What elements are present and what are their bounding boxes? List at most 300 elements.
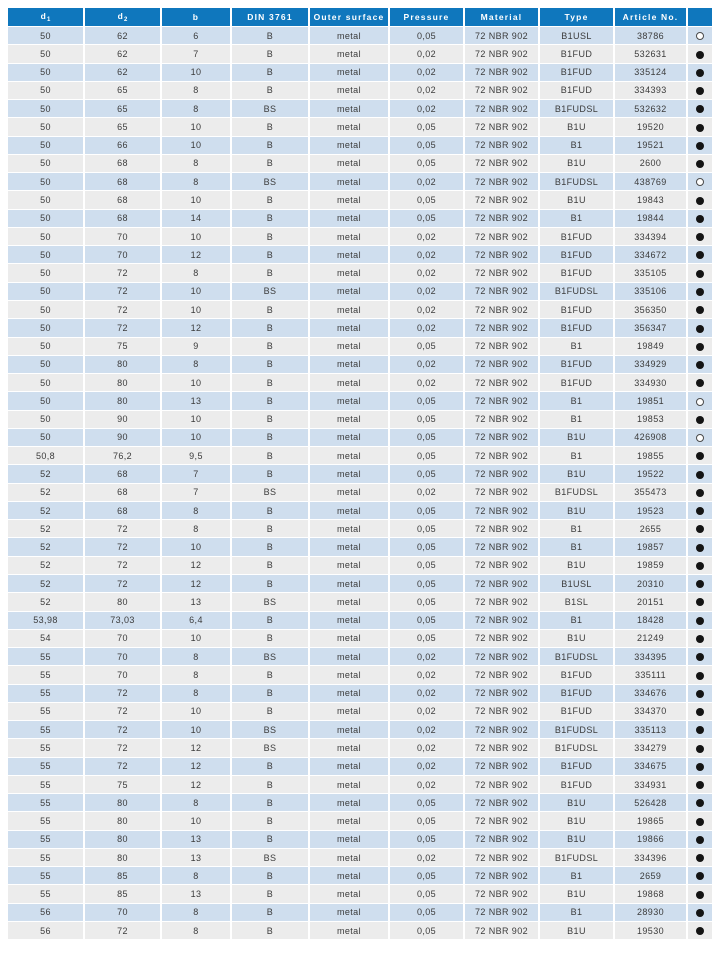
cell-type: B1U xyxy=(540,191,615,209)
cell-material: 72 NBR 902 xyxy=(465,27,540,45)
filled-dot-icon xyxy=(696,909,704,917)
table-row xyxy=(8,64,712,82)
cell-d2: 62 xyxy=(85,45,162,63)
filled-dot-icon xyxy=(696,726,704,734)
cell-b: 12 xyxy=(162,758,232,776)
cell-material: 72 NBR 902 xyxy=(465,831,540,849)
cell-b: 12 xyxy=(162,776,232,794)
cell-type: B1FUD xyxy=(540,374,615,392)
cell-b: 10 xyxy=(162,64,232,82)
cell-outer_surface: metal xyxy=(310,484,390,502)
cell-b: 8 xyxy=(162,82,232,100)
cell-article_no: 334279 xyxy=(615,739,688,757)
cell-availability xyxy=(688,849,712,867)
filled-dot-icon xyxy=(696,580,704,588)
cell-din: BS xyxy=(232,849,310,867)
cell-d2: 73,03 xyxy=(85,612,162,630)
cell-type: B1FUD xyxy=(540,246,615,264)
table-row xyxy=(8,502,712,520)
cell-outer_surface: metal xyxy=(310,283,390,301)
cell-outer_surface: metal xyxy=(310,100,390,118)
filled-dot-icon xyxy=(696,799,704,807)
cell-d2: 70 xyxy=(85,246,162,264)
cell-material: 72 NBR 902 xyxy=(465,557,540,575)
cell-availability xyxy=(688,338,712,356)
cell-pressure: 0,05 xyxy=(390,118,465,136)
filled-dot-icon xyxy=(696,872,704,880)
cell-din: B xyxy=(232,264,310,282)
cell-article_no: 334396 xyxy=(615,849,688,867)
cell-outer_surface: metal xyxy=(310,246,390,264)
filled-dot-icon xyxy=(696,251,704,259)
cell-material: 72 NBR 902 xyxy=(465,630,540,648)
cell-d1: 55 xyxy=(8,648,85,666)
cell-pressure: 0,05 xyxy=(390,831,465,849)
cell-b: 10 xyxy=(162,429,232,447)
cell-d1: 50 xyxy=(8,155,85,173)
cell-material: 72 NBR 902 xyxy=(465,283,540,301)
cell-d1: 50 xyxy=(8,264,85,282)
cell-din: B xyxy=(232,557,310,575)
cell-d2: 70 xyxy=(85,904,162,922)
open-dot-icon xyxy=(696,32,704,40)
cell-pressure: 0,05 xyxy=(390,593,465,611)
cell-article_no: 334393 xyxy=(615,82,688,100)
cell-availability xyxy=(688,721,712,739)
filled-dot-icon xyxy=(696,306,704,314)
cell-type: B1 xyxy=(540,520,615,538)
cell-material: 72 NBR 902 xyxy=(465,776,540,794)
cell-d1: 50 xyxy=(8,392,85,410)
table-row xyxy=(8,904,712,922)
cell-article_no: 438769 xyxy=(615,173,688,191)
cell-pressure: 0,05 xyxy=(390,520,465,538)
cell-type: B1FUDSL xyxy=(540,484,615,502)
cell-outer_surface: metal xyxy=(310,630,390,648)
cell-pressure: 0,02 xyxy=(390,228,465,246)
cell-material: 72 NBR 902 xyxy=(465,703,540,721)
cell-b: 10 xyxy=(162,118,232,136)
seal-spec-table xyxy=(8,8,712,940)
cell-type: B1 xyxy=(540,867,615,885)
cell-material: 72 NBR 902 xyxy=(465,520,540,538)
cell-b: 7 xyxy=(162,484,232,502)
cell-din: B xyxy=(232,812,310,830)
cell-din: B xyxy=(232,520,310,538)
filled-dot-icon xyxy=(696,763,704,771)
filled-dot-icon xyxy=(696,653,704,661)
cell-article_no: 19859 xyxy=(615,557,688,575)
cell-outer_surface: metal xyxy=(310,228,390,246)
cell-d2: 80 xyxy=(85,374,162,392)
cell-type: B1FUD xyxy=(540,758,615,776)
cell-outer_surface: metal xyxy=(310,118,390,136)
cell-d1: 50 xyxy=(8,356,85,374)
cell-pressure: 0,02 xyxy=(390,319,465,337)
cell-material: 72 NBR 902 xyxy=(465,812,540,830)
table-row xyxy=(8,794,712,812)
cell-availability xyxy=(688,612,712,630)
cell-availability xyxy=(688,520,712,538)
cell-article_no: 334394 xyxy=(615,228,688,246)
cell-d1: 52 xyxy=(8,520,85,538)
cell-availability xyxy=(688,210,712,228)
cell-pressure: 0,05 xyxy=(390,465,465,483)
filled-dot-icon xyxy=(696,215,704,223)
cell-d1: 52 xyxy=(8,575,85,593)
cell-outer_surface: metal xyxy=(310,392,390,410)
cell-pressure: 0,02 xyxy=(390,721,465,739)
cell-type: B1 xyxy=(540,411,615,429)
cell-availability xyxy=(688,685,712,703)
cell-type: B1U xyxy=(540,630,615,648)
cell-b: 10 xyxy=(162,703,232,721)
cell-din: B xyxy=(232,64,310,82)
cell-d2: 65 xyxy=(85,82,162,100)
cell-article_no: 38786 xyxy=(615,27,688,45)
cell-type: B1FUD xyxy=(540,356,615,374)
cell-din: B xyxy=(232,666,310,684)
table-row xyxy=(8,210,712,228)
table-row xyxy=(8,45,712,63)
cell-pressure: 0,05 xyxy=(390,922,465,940)
filled-dot-icon xyxy=(696,635,704,643)
cell-availability xyxy=(688,411,712,429)
cell-availability xyxy=(688,246,712,264)
cell-material: 72 NBR 902 xyxy=(465,721,540,739)
cell-d2: 68 xyxy=(85,191,162,209)
cell-d2: 68 xyxy=(85,210,162,228)
cell-din: B xyxy=(232,922,310,940)
cell-d1: 55 xyxy=(8,794,85,812)
cell-d1: 55 xyxy=(8,885,85,903)
cell-pressure: 0,02 xyxy=(390,648,465,666)
cell-availability xyxy=(688,137,712,155)
cell-d2: 65 xyxy=(85,118,162,136)
cell-d1: 50 xyxy=(8,118,85,136)
cell-pressure: 0,02 xyxy=(390,301,465,319)
table-row xyxy=(8,392,712,410)
table-row xyxy=(8,246,712,264)
table-row xyxy=(8,319,712,337)
cell-type: B1FUDSL xyxy=(540,283,615,301)
cell-availability xyxy=(688,264,712,282)
cell-type: B1FUD xyxy=(540,703,615,721)
cell-b: 8 xyxy=(162,666,232,684)
cell-b: 8 xyxy=(162,100,232,118)
filled-dot-icon xyxy=(696,690,704,698)
cell-d1: 50 xyxy=(8,338,85,356)
cell-pressure: 0,05 xyxy=(390,904,465,922)
cell-b: 8 xyxy=(162,155,232,173)
filled-dot-icon xyxy=(696,142,704,150)
cell-d1: 50 xyxy=(8,246,85,264)
cell-pressure: 0,02 xyxy=(390,776,465,794)
cell-type: B1FUD xyxy=(540,264,615,282)
cell-d1: 50,8 xyxy=(8,447,85,465)
cell-type: B1FUD xyxy=(540,45,615,63)
cell-d2: 85 xyxy=(85,885,162,903)
filled-dot-icon xyxy=(696,525,704,533)
cell-material: 72 NBR 902 xyxy=(465,885,540,903)
cell-pressure: 0,02 xyxy=(390,703,465,721)
filled-dot-icon xyxy=(696,343,704,351)
cell-article_no: 20151 xyxy=(615,593,688,611)
cell-outer_surface: metal xyxy=(310,264,390,282)
cell-type: B1 xyxy=(540,447,615,465)
col-header-outer-surface: Outer surface xyxy=(310,8,390,27)
cell-pressure: 0,05 xyxy=(390,392,465,410)
cell-d1: 52 xyxy=(8,557,85,575)
cell-d1: 53,98 xyxy=(8,612,85,630)
col-header-b: b xyxy=(162,8,232,27)
cell-d2: 72 xyxy=(85,739,162,757)
cell-type: B1FUD xyxy=(540,685,615,703)
cell-d1: 55 xyxy=(8,721,85,739)
table-body xyxy=(8,27,712,940)
cell-din: B xyxy=(232,429,310,447)
table-row xyxy=(8,411,712,429)
cell-availability xyxy=(688,484,712,502)
cell-type: B1U xyxy=(540,794,615,812)
cell-material: 72 NBR 902 xyxy=(465,191,540,209)
cell-material: 72 NBR 902 xyxy=(465,173,540,191)
cell-type: B1 xyxy=(540,137,615,155)
cell-pressure: 0,05 xyxy=(390,210,465,228)
table-row xyxy=(8,137,712,155)
table-row xyxy=(8,155,712,173)
cell-type: B1U xyxy=(540,502,615,520)
cell-availability xyxy=(688,776,712,794)
cell-type: B1FUDSL xyxy=(540,173,615,191)
cell-b: 13 xyxy=(162,885,232,903)
cell-b: 12 xyxy=(162,575,232,593)
cell-d1: 50 xyxy=(8,27,85,45)
cell-din: B xyxy=(232,794,310,812)
cell-din: B xyxy=(232,82,310,100)
cell-d1: 50 xyxy=(8,374,85,392)
cell-pressure: 0,02 xyxy=(390,173,465,191)
cell-material: 72 NBR 902 xyxy=(465,502,540,520)
cell-b: 13 xyxy=(162,392,232,410)
cell-availability xyxy=(688,575,712,593)
cell-material: 72 NBR 902 xyxy=(465,64,540,82)
col-header-material: Material xyxy=(465,8,540,27)
cell-type: B1U xyxy=(540,812,615,830)
cell-availability xyxy=(688,64,712,82)
filled-dot-icon xyxy=(696,891,704,899)
cell-material: 72 NBR 902 xyxy=(465,338,540,356)
cell-din: B xyxy=(232,356,310,374)
cell-article_no: 19844 xyxy=(615,210,688,228)
cell-b: 13 xyxy=(162,831,232,849)
filled-dot-icon xyxy=(696,617,704,625)
cell-d2: 80 xyxy=(85,831,162,849)
cell-din: B xyxy=(232,630,310,648)
cell-material: 72 NBR 902 xyxy=(465,392,540,410)
cell-d2: 72 xyxy=(85,264,162,282)
cell-material: 72 NBR 902 xyxy=(465,593,540,611)
cell-outer_surface: metal xyxy=(310,191,390,209)
cell-d2: 75 xyxy=(85,776,162,794)
cell-d2: 72 xyxy=(85,575,162,593)
cell-b: 8 xyxy=(162,648,232,666)
cell-din: BS xyxy=(232,283,310,301)
cell-d1: 50 xyxy=(8,45,85,63)
cell-pressure: 0,02 xyxy=(390,666,465,684)
cell-b: 6,4 xyxy=(162,612,232,630)
cell-outer_surface: metal xyxy=(310,739,390,757)
cell-d2: 70 xyxy=(85,228,162,246)
cell-outer_surface: metal xyxy=(310,721,390,739)
cell-b: 8 xyxy=(162,904,232,922)
cell-d1: 50 xyxy=(8,82,85,100)
cell-outer_surface: metal xyxy=(310,648,390,666)
cell-material: 72 NBR 902 xyxy=(465,849,540,867)
cell-pressure: 0,02 xyxy=(390,849,465,867)
cell-outer_surface: metal xyxy=(310,173,390,191)
cell-material: 72 NBR 902 xyxy=(465,538,540,556)
cell-article_no: 356350 xyxy=(615,301,688,319)
cell-din: BS xyxy=(232,484,310,502)
cell-outer_surface: metal xyxy=(310,685,390,703)
cell-article_no: 19843 xyxy=(615,191,688,209)
cell-d2: 72 xyxy=(85,557,162,575)
cell-b: 10 xyxy=(162,228,232,246)
cell-din: BS xyxy=(232,648,310,666)
filled-dot-icon xyxy=(696,708,704,716)
cell-type: B1FUD xyxy=(540,319,615,337)
cell-d1: 55 xyxy=(8,831,85,849)
col-header-pressure: Pressure xyxy=(390,8,465,27)
cell-article_no: 19865 xyxy=(615,812,688,830)
cell-b: 13 xyxy=(162,593,232,611)
cell-din: B xyxy=(232,758,310,776)
cell-d1: 55 xyxy=(8,739,85,757)
cell-outer_surface: metal xyxy=(310,429,390,447)
filled-dot-icon xyxy=(696,325,704,333)
table-row xyxy=(8,538,712,556)
cell-availability xyxy=(688,739,712,757)
cell-availability xyxy=(688,392,712,410)
cell-material: 72 NBR 902 xyxy=(465,319,540,337)
cell-material: 72 NBR 902 xyxy=(465,118,540,136)
cell-pressure: 0,02 xyxy=(390,264,465,282)
cell-d2: 72 xyxy=(85,301,162,319)
cell-availability xyxy=(688,648,712,666)
cell-b: 7 xyxy=(162,45,232,63)
cell-din: B xyxy=(232,538,310,556)
cell-outer_surface: metal xyxy=(310,812,390,830)
cell-outer_surface: metal xyxy=(310,155,390,173)
cell-pressure: 0,02 xyxy=(390,758,465,776)
cell-b: 9,5 xyxy=(162,447,232,465)
cell-type: B1U xyxy=(540,557,615,575)
cell-d1: 55 xyxy=(8,685,85,703)
cell-d2: 80 xyxy=(85,849,162,867)
cell-b: 10 xyxy=(162,137,232,155)
cell-material: 72 NBR 902 xyxy=(465,904,540,922)
cell-d2: 68 xyxy=(85,502,162,520)
cell-pressure: 0,05 xyxy=(390,812,465,830)
cell-b: 10 xyxy=(162,283,232,301)
cell-material: 72 NBR 902 xyxy=(465,100,540,118)
cell-article_no: 335111 xyxy=(615,666,688,684)
cell-availability xyxy=(688,867,712,885)
cell-d2: 62 xyxy=(85,27,162,45)
cell-pressure: 0,05 xyxy=(390,575,465,593)
cell-article_no: 18428 xyxy=(615,612,688,630)
cell-d1: 50 xyxy=(8,64,85,82)
cell-din: BS xyxy=(232,739,310,757)
cell-availability xyxy=(688,356,712,374)
cell-availability xyxy=(688,794,712,812)
cell-type: B1FUDSL xyxy=(540,849,615,867)
cell-type: B1 xyxy=(540,338,615,356)
cell-outer_surface: metal xyxy=(310,502,390,520)
table-row xyxy=(8,301,712,319)
cell-pressure: 0,02 xyxy=(390,64,465,82)
cell-outer_surface: metal xyxy=(310,593,390,611)
cell-availability xyxy=(688,429,712,447)
cell-outer_surface: metal xyxy=(310,776,390,794)
cell-din: B xyxy=(232,191,310,209)
cell-d1: 55 xyxy=(8,666,85,684)
cell-din: BS xyxy=(232,593,310,611)
cell-pressure: 0,02 xyxy=(390,283,465,301)
cell-din: B xyxy=(232,338,310,356)
cell-b: 8 xyxy=(162,922,232,940)
cell-b: 10 xyxy=(162,301,232,319)
cell-d2: 72 xyxy=(85,283,162,301)
cell-availability xyxy=(688,812,712,830)
cell-outer_surface: metal xyxy=(310,612,390,630)
cell-d1: 56 xyxy=(8,922,85,940)
filled-dot-icon xyxy=(696,745,704,753)
cell-d1: 52 xyxy=(8,484,85,502)
cell-d1: 52 xyxy=(8,593,85,611)
cell-material: 72 NBR 902 xyxy=(465,575,540,593)
cell-article_no: 335105 xyxy=(615,264,688,282)
cell-d2: 72 xyxy=(85,520,162,538)
filled-dot-icon xyxy=(696,836,704,844)
filled-dot-icon xyxy=(696,361,704,369)
cell-d1: 50 xyxy=(8,319,85,337)
cell-din: BS xyxy=(232,721,310,739)
cell-d2: 90 xyxy=(85,411,162,429)
cell-din: B xyxy=(232,301,310,319)
table-row xyxy=(8,612,712,630)
table-row xyxy=(8,374,712,392)
cell-b: 9 xyxy=(162,338,232,356)
cell-outer_surface: metal xyxy=(310,356,390,374)
cell-din: B xyxy=(232,867,310,885)
table-row xyxy=(8,831,712,849)
filled-dot-icon xyxy=(696,160,704,168)
cell-pressure: 0,02 xyxy=(390,45,465,63)
cell-b: 7 xyxy=(162,465,232,483)
cell-d1: 50 xyxy=(8,191,85,209)
cell-article_no: 19866 xyxy=(615,831,688,849)
cell-material: 72 NBR 902 xyxy=(465,612,540,630)
cell-d2: 72 xyxy=(85,685,162,703)
cell-article_no: 19522 xyxy=(615,465,688,483)
cell-type: B1FUDSL xyxy=(540,100,615,118)
filled-dot-icon xyxy=(696,416,704,424)
cell-material: 72 NBR 902 xyxy=(465,82,540,100)
table-row xyxy=(8,739,712,757)
cell-outer_surface: metal xyxy=(310,538,390,556)
